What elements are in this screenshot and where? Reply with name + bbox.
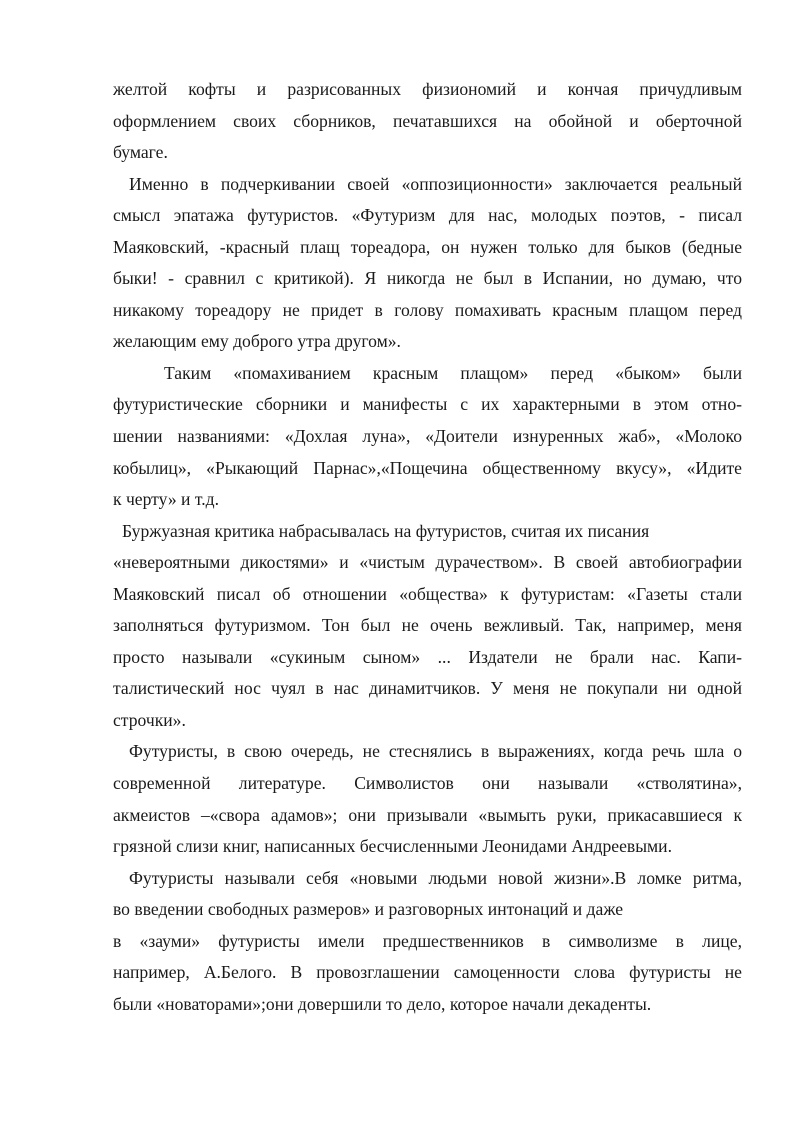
text-line: к черту» и т.д. (113, 489, 219, 510)
text-line: бумаге. (113, 142, 168, 163)
text-line: Именно в подчеркивании своей «оппозиционности» заключается реальный (129, 173, 742, 194)
text-line: смысл эпатажа футуристов. «Футуризм для нас, молодых поэтов, - писал (113, 205, 742, 226)
text-line: желтой кофты и разрисованных физиономий и кончая причудливым (113, 79, 742, 99)
text-line: шении названиями: «Дохлая луна», «Доители изнуренных жаб», «Молоко (113, 426, 742, 447)
text-line: оформлением своих сборников, печатавшихся на обойной и оберточной (113, 110, 742, 131)
text-line: футуристические сборники и манифесты с их характерными в этом отно- (113, 394, 742, 415)
text-line: грязной слизи книг, написанных бесчисленными Леонидами Андреевыми. (113, 836, 672, 857)
text-line: современной литературе. Символистов они называли «стволятина», (113, 773, 742, 794)
text-line: просто называли «сукиным сыном» ... Издатели не брали нас. Капи- (113, 646, 742, 667)
text-line: в «зауми» футуристы имели предшественников в символизме в лице, (113, 930, 742, 951)
text-line: Футуристы называли себя «новыми людьми новой жизни».В ломке ритма, (129, 867, 742, 888)
text-line: Таким «помахиванием красным плащом» перед «быком» были (164, 362, 742, 383)
text-line: Футуристы, в свою очередь, не стеснялись в выражениях, когда речь шла о (129, 741, 742, 762)
document-text-body (113, 74, 742, 1020)
text-line: заполняться футуризмом. Тон был не очень вежливый. Так, например, меня (113, 615, 742, 636)
text-line: во введении свободных размеров» и разговорных интонаций и даже (113, 899, 624, 920)
text-line: «невероятными дикостями» и «чистым дурачеством». В своей автобиографии (113, 552, 742, 573)
text-line: быки! - сравнил с критикой). Я никогда не был в Испании, но думаю, что (113, 268, 742, 289)
text-line: талистический нос чуял в нас динамитчиков. У меня не покупали ни одной (113, 678, 742, 699)
text-line: акмеистов –«свора адамов»; они призывали «вымыть руки, прикасавшиеся к (113, 804, 742, 825)
text-line: строчки». (113, 709, 186, 730)
text-line: никакому тореадору не придет в голову помахивать красным плащом перед (113, 299, 742, 320)
text-line: Маяковский писал об отношении «общества» к футуристам: «Газеты стали (113, 583, 742, 604)
text-line: были «новаторами»;они довершили то дело, которое начали декаденты. (113, 993, 652, 1014)
text-line: кобылиц», «Рыкающий Парнас»,«Пощечина общественному вкусу», «Идите (113, 457, 742, 478)
text-line: например, А.Белого. В провозглашении самоценности слова футуристы не (113, 962, 742, 983)
text-line: Маяковский, -красный плащ тореадора, он нужен только для быков (бедные (113, 236, 742, 257)
text-line: Буржуазная критика набрасывалась на футуристов, считая их писания (122, 520, 650, 541)
text-line: желающим ему доброго утра другом». (113, 331, 401, 352)
